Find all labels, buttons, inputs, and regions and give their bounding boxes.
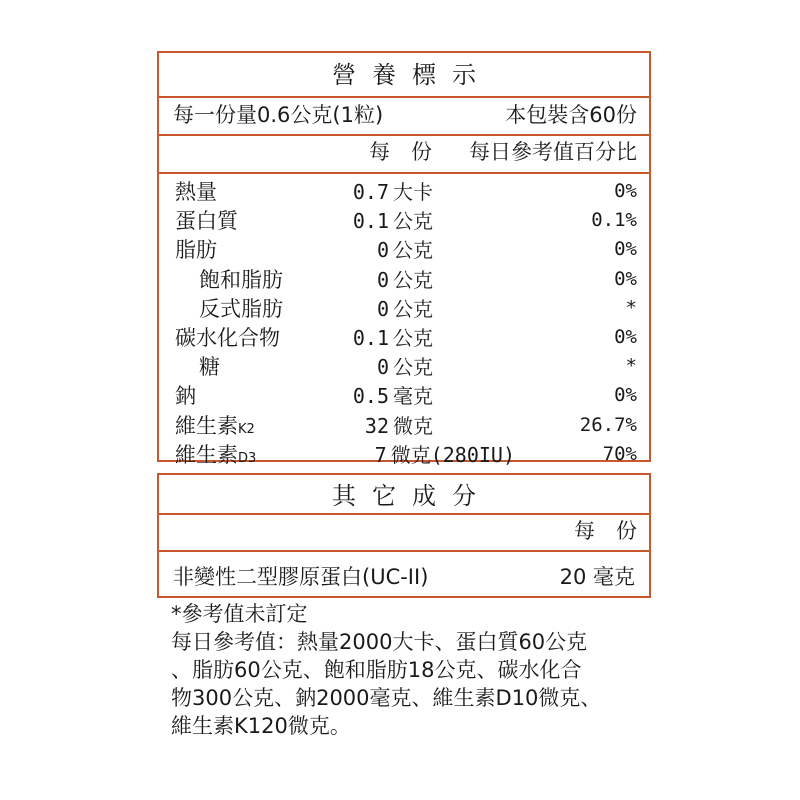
nutrient-row [159,325,649,353]
footnote-line: 物300公克、鈉2000毫克、維生素D10微克、 [171,686,602,710]
divider [159,96,649,98]
nutrient-row [159,383,649,411]
nutrition-title: 營養標示 [332,61,492,89]
nutrient-row [159,179,649,207]
nutrient-name: 鈉 [175,384,196,409]
nutrient-daily-value: 0.1% [591,209,637,232]
divider [159,550,649,552]
nutrient-name: 熱量 [175,180,217,204]
other-item-qty: 20 毫克 [559,565,635,589]
nutrient-row [159,296,649,324]
nutrient-amount: 0 公克 [376,238,433,263]
nutrient-subscript: K2 [238,421,255,437]
footnote-line: *參考值未訂定 [171,602,308,626]
nutrient-daily-value: 70% [602,442,637,465]
nutrient-subscript: D3 [238,450,257,466]
nutrient-row [159,237,649,265]
other-col-per-serving: 每 份 [574,519,637,543]
nutrient-amount: 0 公克 [376,355,433,380]
nutrient-daily-value: 0% [614,180,637,202]
nutrient-amount: 0.1 公克 [352,209,433,234]
nutrient-amount: 32 微克 [364,413,433,438]
divider [159,134,649,136]
other-ingredients-table [157,473,651,598]
nutrient-daily-value: 26.7% [579,413,637,436]
nutrient-daily-value: 0% [614,238,637,261]
other-title: 其它成分 [332,482,492,510]
nutrient-name: 碳水化合物 [175,326,280,350]
nutrient-daily-value: 0% [614,326,637,348]
nutrient-row [159,442,649,470]
nutrition-facts-table [157,51,651,467]
other-item-name: 非變性二型膠原蛋白(UC-II) [173,565,429,589]
nutrient-row [159,267,649,295]
nutrient-amount: 0.5 毫克 [352,384,433,409]
nutrient-row [159,413,649,441]
nutrient-daily-value: 0% [614,267,637,290]
servings-per-package: 本包裝含60份 [505,103,637,127]
nutrient-name: 蛋白質 [175,209,238,234]
nutrient-daily-value: 0% [614,384,637,407]
col-daily-value-header: 每日參考值百分比 [469,140,637,164]
nutrient-row [159,354,649,382]
footnotes [171,600,671,740]
nutrient-name: 脂肪 [175,238,217,263]
divider [159,172,649,174]
nutrient-name: 反式脂肪 [199,296,283,321]
nutrient-row [159,208,649,236]
nutrient-amount: 0.1 公克 [352,326,433,350]
nutrient-amount: 0 公克 [376,296,433,321]
footnote-line: 、脂肪60公克、飽和脂肪18公克、碳水化合 [171,658,582,682]
divider [159,513,649,515]
serving-size: 每一份量0.6公克(1粒) [173,103,384,127]
nutrient-name: 維生素K2 [175,413,255,438]
nutrient-name: 維生素D3 [175,442,257,467]
nutrient-daily-value: * [625,296,637,319]
nutrient-amount: 7 微克(280IU) [374,442,515,467]
nutrient-amount: 0 公克 [376,267,433,292]
nutrient-name: 飽和脂肪 [199,267,283,292]
col-per-serving-header: 每 份 [369,140,432,164]
footnote-line: 維生素K120微克。 [171,714,351,738]
footnote-line: 每日參考值：熱量2000大卡、蛋白質60公克 [171,630,588,654]
nutrient-name: 糖 [199,355,220,380]
nutrient-daily-value: * [625,355,637,378]
nutrient-amount: 0.7 大卡 [352,180,433,204]
